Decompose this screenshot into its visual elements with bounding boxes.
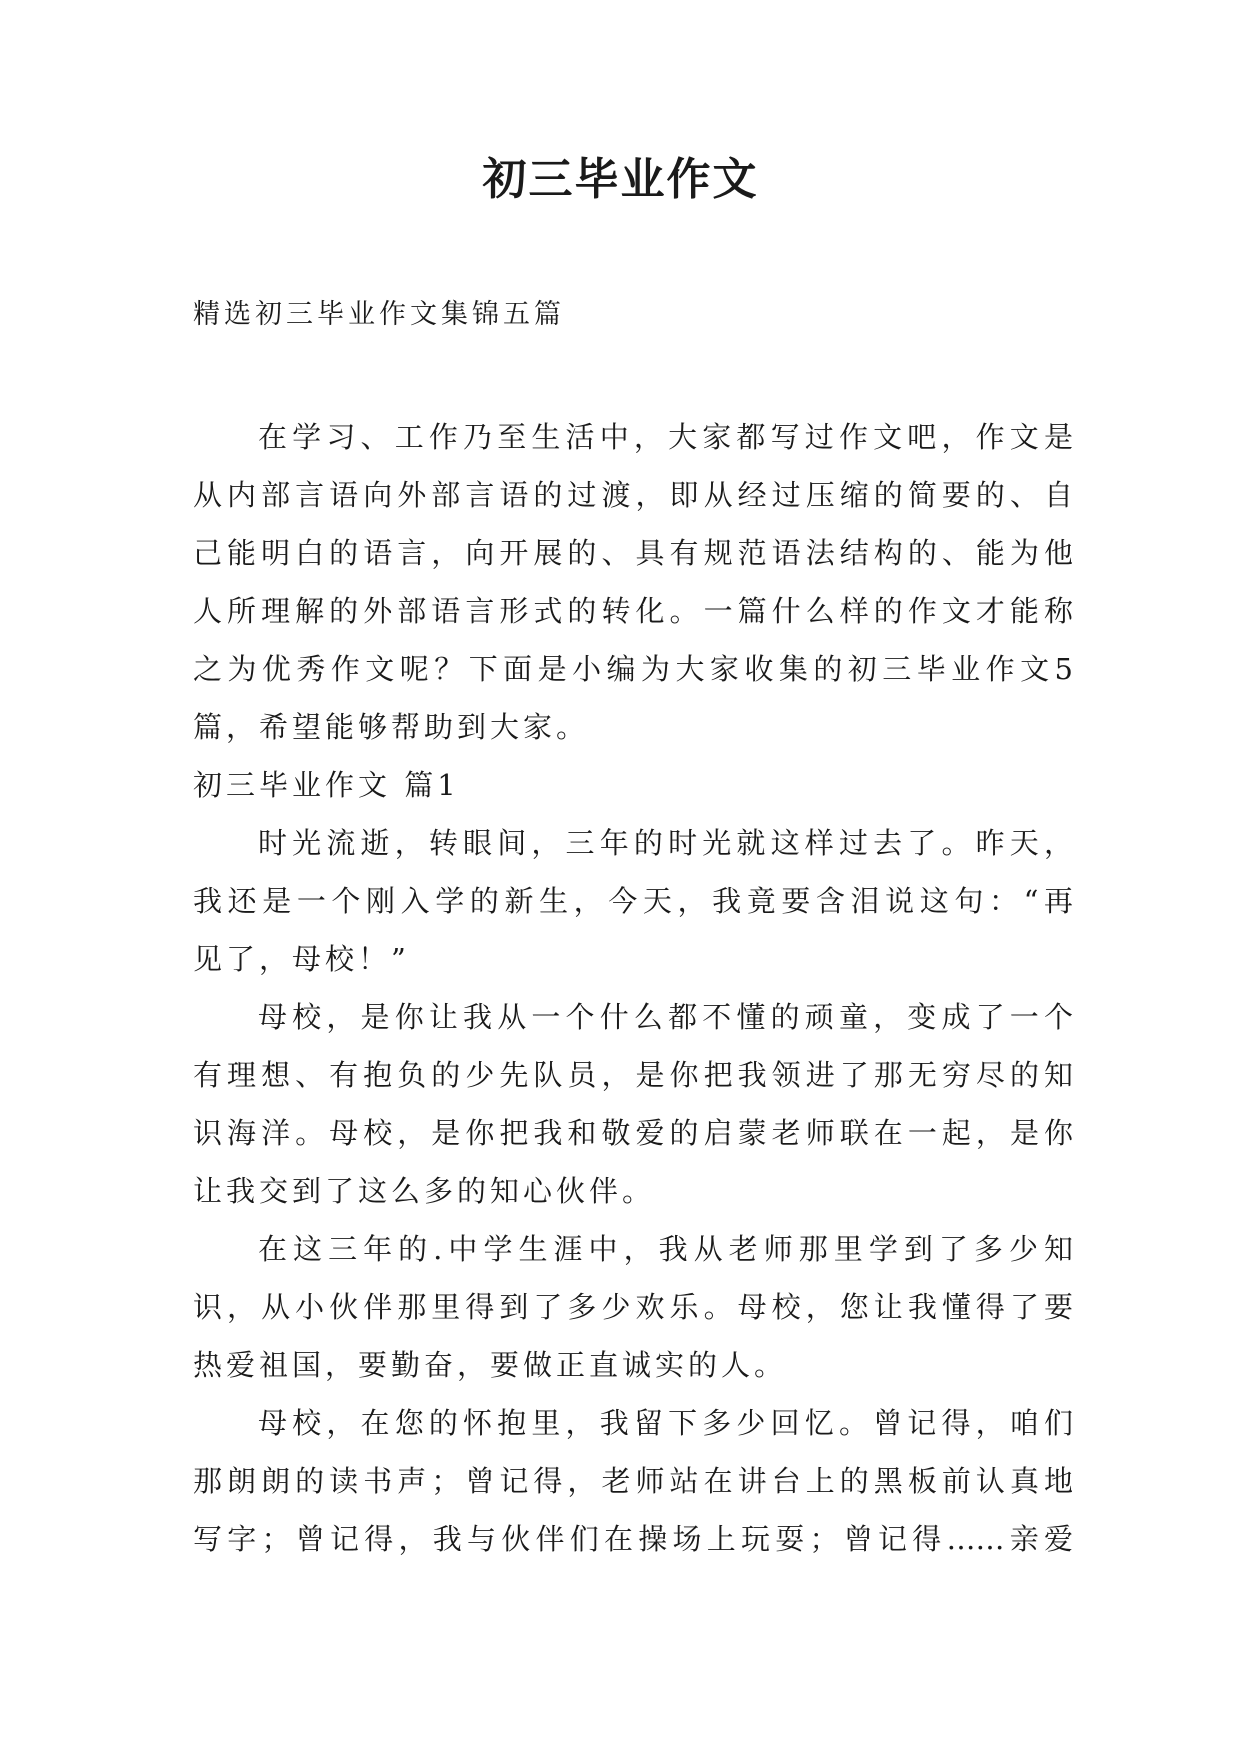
paragraph-line: 从内部言语向外部言语的过渡，即从经过压缩的简要的、自 [193,478,1073,512]
paragraph-line: 人所理解的外部语言形式的转化。一篇什么样的作文才能称 [193,594,1073,628]
paragraph-line: 见了，母校！” [193,942,410,976]
section-heading: 初三毕业作文 篇1 [193,768,460,802]
paragraph-line: 母校，在您的怀抱里，我留下多少回忆。曾记得，咱们 [258,1406,1073,1440]
paragraph-line: 识海洋。母校，是你把我和敬爱的启蒙老师联在一起，是你 [193,1116,1073,1150]
paragraph-line: 写字；曾记得，我与伙伴们在操场上玩耍；曾记得……亲爱 [193,1522,1073,1556]
paragraph-line: 己能明白的语言，向开展的、具有规范语法结构的、能为他 [193,536,1073,570]
paragraph-line: 让我交到了这么多的知心伙伴。 [193,1174,656,1208]
paragraph-line: 之为优秀作文呢？下面是小编为大家收集的初三毕业作文5 [193,652,1073,686]
document-subtitle: 精选初三毕业作文集锦五篇 [193,299,565,330]
document-body [193,408,1073,1568]
document-title: 初三毕业作文 [482,154,759,205]
paragraph-line: 有理想、有抱负的少先队员，是你把我领进了那无穷尽的知 [193,1058,1073,1092]
paragraph-line: 在学习、工作乃至生活中，大家都写过作文吧，作文是 [258,420,1073,454]
paragraph-line: 识，从小伙伴那里得到了多少欢乐。母校，您让我懂得了要 [193,1290,1073,1324]
paragraph-line: 篇，希望能够帮助到大家。 [193,710,590,744]
paragraph-line: 热爱祖国，要勤奋，要做正直诚实的人。 [193,1348,788,1382]
paragraph-line: 母校，是你让我从一个什么都不懂的顽童，变成了一个 [258,1000,1073,1034]
paragraph-line: 我还是一个刚入学的新生，今天，我竟要含泪说这句：“再 [193,884,1073,918]
paragraph-line: 那朗朗的读书声；曾记得，老师站在讲台上的黑板前认真地 [193,1464,1073,1498]
paragraph-line: 在这三年的.中学生涯中，我从老师那里学到了多少知 [258,1232,1073,1266]
paragraph-line: 时光流逝，转眼间，三年的时光就这样过去了。昨天， [258,826,1073,860]
